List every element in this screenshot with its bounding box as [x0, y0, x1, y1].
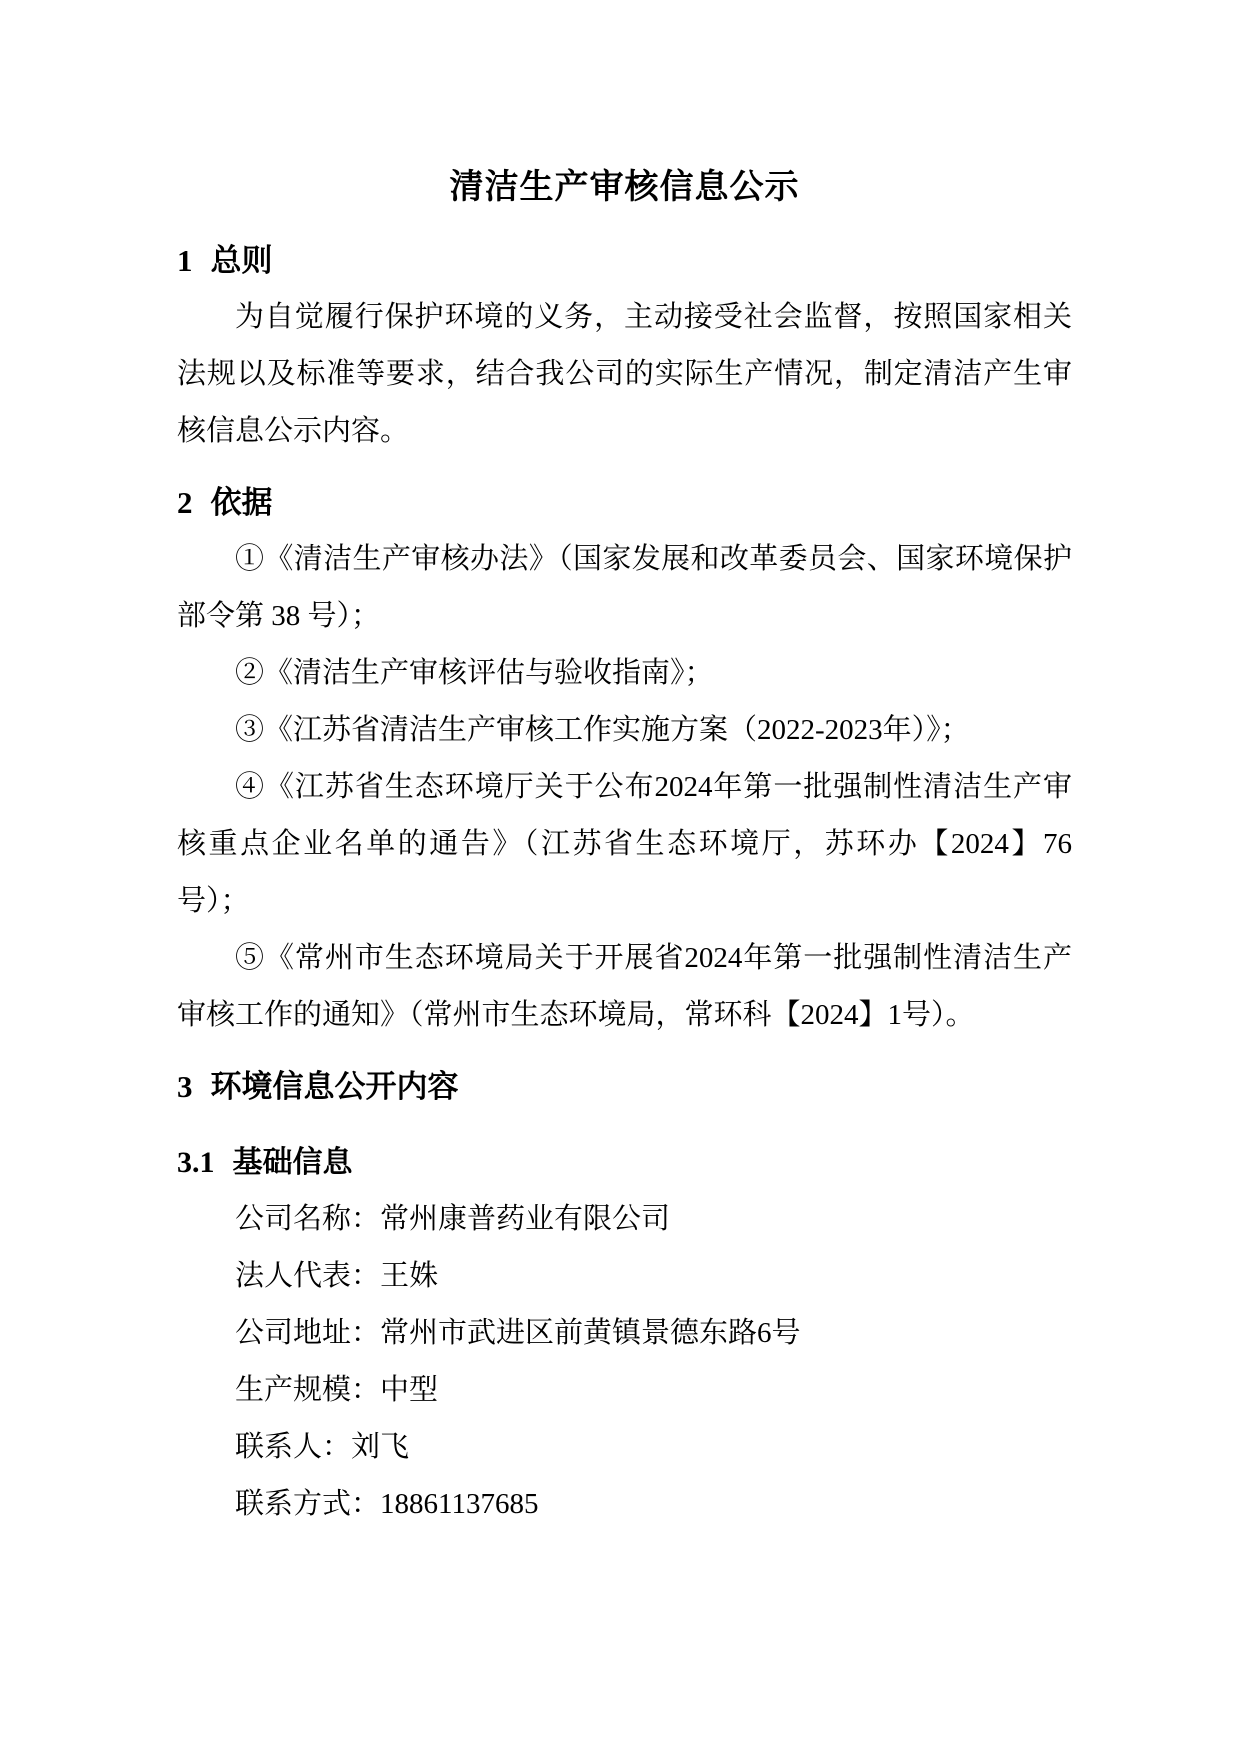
- subsection-number: 3.1: [177, 1146, 215, 1179]
- section-heading-basis: [177, 474, 1072, 531]
- section-number: 3: [177, 1069, 193, 1104]
- para-general-principles: 为自觉履行保护环境的义务，主动接受社会监督，按照国家相关法规以及标准等要求，结合我公司的实际生产情况，制定清洁产生审核信息公示内容。: [177, 301, 1072, 447]
- info-line-production-scale: [177, 1362, 1072, 1419]
- info-label: 公司地址：: [235, 1317, 381, 1349]
- info-label: 联系方式：: [235, 1488, 381, 1520]
- info-line-contact-person: [177, 1419, 1072, 1476]
- info-value: 常州康普药业有限公司: [380, 1203, 671, 1235]
- section-heading-general: [177, 232, 1072, 289]
- info-value: 中型: [380, 1374, 439, 1406]
- info-label: 法人代表：: [235, 1260, 381, 1292]
- info-line-contact-phone: [177, 1476, 1072, 1533]
- reference-item-2: ②《清洁生产审核评估与验收指南》；: [235, 657, 714, 689]
- section-heading-label: 总则: [210, 243, 273, 278]
- info-label: 联系人：: [235, 1431, 352, 1463]
- info-line-company-name: [177, 1191, 1072, 1248]
- info-value: 常州市武进区前黄镇景德东路6号: [380, 1317, 801, 1349]
- info-value: 王姝: [380, 1260, 439, 1292]
- info-value: 刘飞: [351, 1431, 410, 1463]
- info-label: 生产规模：: [235, 1374, 381, 1406]
- subsection-heading-basic-info: [177, 1134, 1072, 1191]
- document-title: 清洁生产审核信息公示: [449, 169, 800, 206]
- info-label: 公司名称：: [235, 1203, 381, 1235]
- section-heading-label: 环境信息公开内容: [210, 1069, 459, 1104]
- reference-item-3: ③《江苏省清洁生产审核工作实施方案（2022-2023年）》；: [235, 714, 970, 746]
- section-heading-label: 依据: [210, 485, 273, 520]
- section-number: 2: [177, 485, 193, 520]
- reference-item-4: ④《江苏省生态环境厅关于公布2024年第一批强制性清洁生产审核重点企业名单的通告》（江苏省生态环境厅，苏环办【2024】76号）；: [177, 771, 1072, 917]
- section-number: 1: [177, 243, 193, 278]
- info-line-legal-representative: [177, 1248, 1072, 1305]
- reference-item-5: ⑤《常州市生态环境局关于开展省2024年第一批强制性清洁生产审核工作的通知》（常州市生态环境局，常环科【2024】1号）。: [177, 942, 1072, 1031]
- info-value: 18861137685: [380, 1488, 539, 1520]
- info-line-company-address: [177, 1305, 1072, 1362]
- subsection-heading-label: 基础信息: [232, 1146, 353, 1179]
- section-heading-disclosure: [177, 1058, 1072, 1115]
- reference-item-1: ①《清洁生产审核办法》（国家发展和改革委员会、国家环境保护部令第 38 号）；: [177, 543, 1072, 632]
